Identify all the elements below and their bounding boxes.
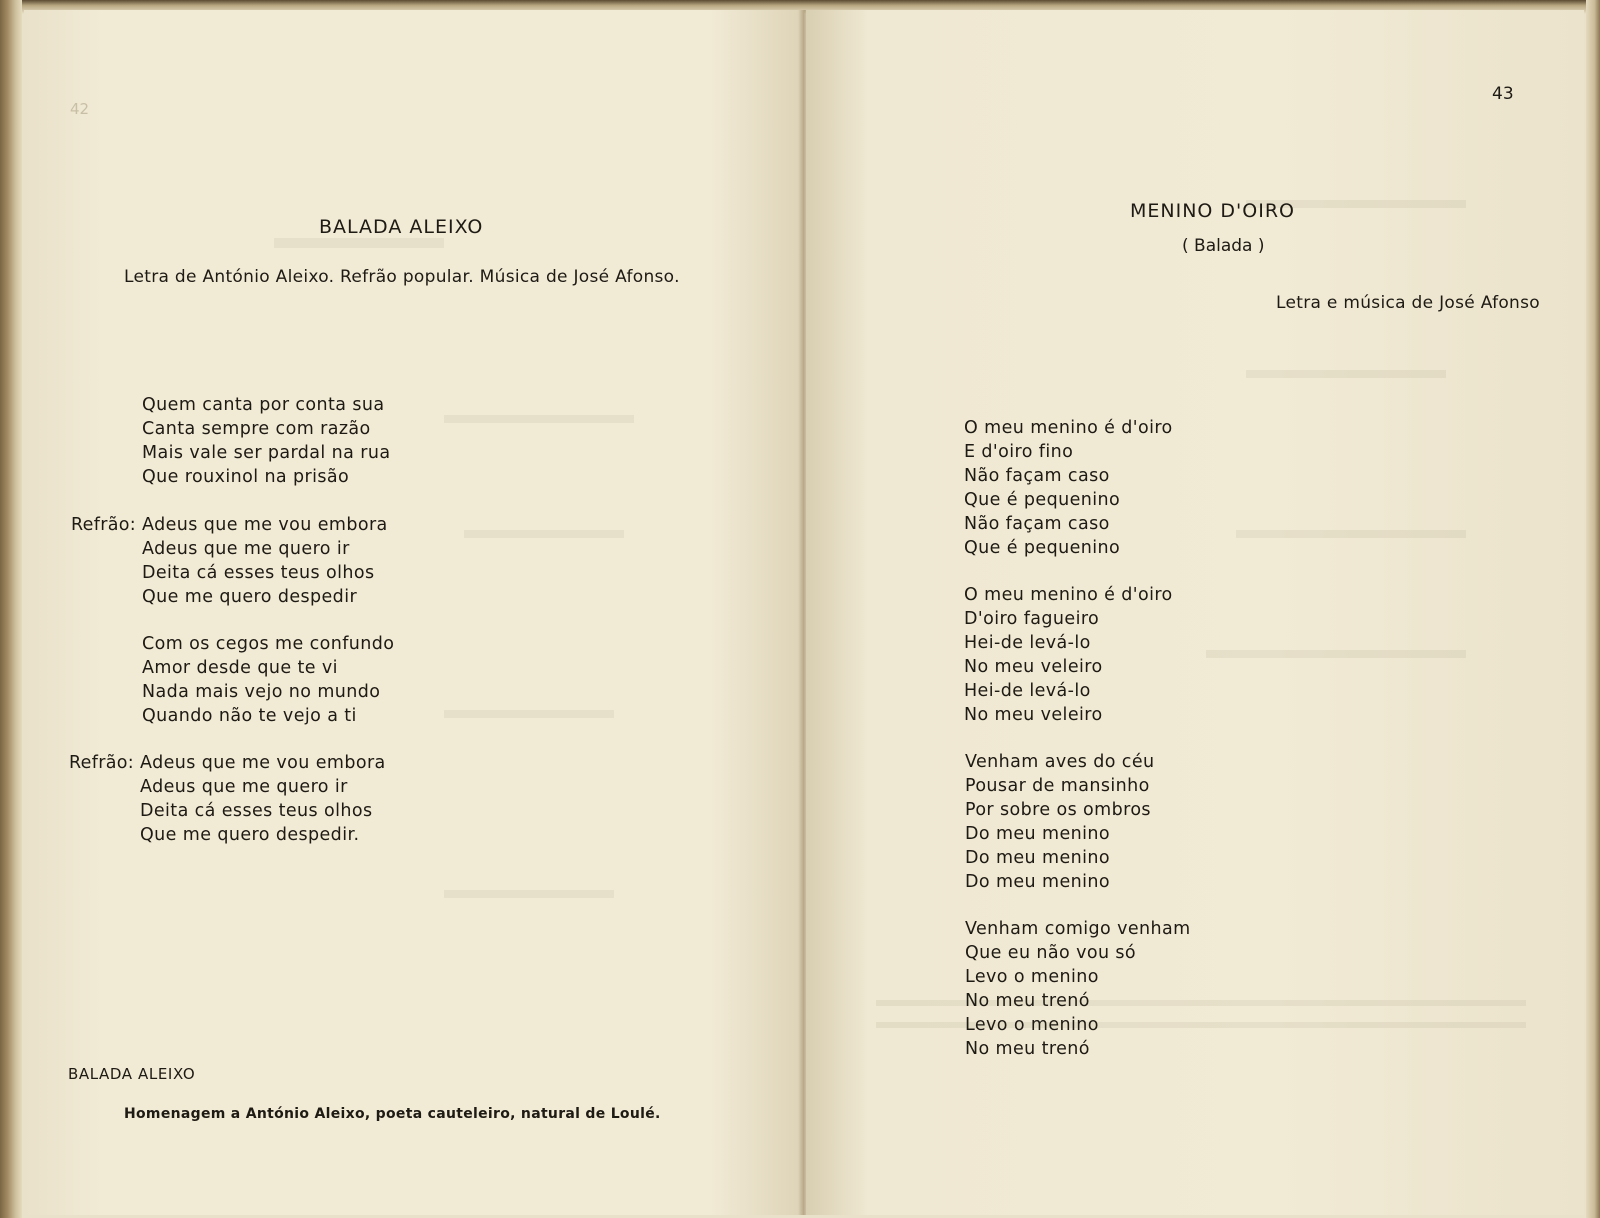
verse-line: Quando não te vejo a ti bbox=[142, 706, 357, 726]
verse-line: Levo o menino bbox=[965, 1015, 1099, 1035]
verse-line: Hei-de levá-lo bbox=[964, 681, 1091, 701]
footnote-text: Homenagem a António Aleixo, poeta cauteleiro, natural de Loulé. bbox=[124, 1106, 661, 1122]
verse-line: Levo o menino bbox=[965, 967, 1099, 987]
refrao-label: Refrão: bbox=[71, 515, 136, 535]
verse-line: No meu veleiro bbox=[964, 705, 1103, 725]
verse-line: Venham comigo venham bbox=[965, 919, 1191, 939]
verse-line: Deita cá esses teus olhos bbox=[140, 801, 373, 821]
verse-line: Com os cegos me confundo bbox=[142, 634, 395, 654]
verse-line: No meu veleiro bbox=[964, 657, 1103, 677]
verse-line: Quem canta por conta sua bbox=[142, 395, 385, 415]
verse-line: Venham aves do céu bbox=[965, 752, 1155, 772]
verse-line: Não façam caso bbox=[964, 466, 1110, 486]
verse-line: Não façam caso bbox=[964, 514, 1110, 534]
verse-line: Do meu menino bbox=[965, 872, 1110, 892]
book-edge-left bbox=[0, 0, 22, 1218]
verse-line: Mais vale ser pardal na rua bbox=[142, 443, 391, 463]
verse-line: O meu menino é d'oiro bbox=[964, 585, 1173, 605]
verse-line: Adeus que me quero ir bbox=[142, 539, 350, 559]
verse-line: No meu trenó bbox=[965, 1039, 1090, 1059]
verse-line: Do meu menino bbox=[965, 848, 1110, 868]
verse-line: Do meu menino bbox=[965, 824, 1110, 844]
song-subtitle: ( Balada ) bbox=[1182, 236, 1265, 256]
verse-line: Adeus que me vou embora bbox=[140, 753, 386, 773]
verse-line: Que é pequenino bbox=[964, 490, 1121, 510]
song-credit: Letra e música de José Afonso bbox=[1276, 293, 1540, 313]
verse-line: Adeus que me vou embora bbox=[142, 515, 388, 535]
verse-line: Que me quero despedir. bbox=[140, 825, 360, 845]
book-edge-right bbox=[1586, 0, 1600, 1218]
verse-line: D'oiro fagueiro bbox=[964, 609, 1100, 629]
verse-line: Que é pequenino bbox=[964, 538, 1121, 558]
verse-line: Deita cá esses teus olhos bbox=[142, 563, 375, 583]
page-number: 42 bbox=[70, 100, 90, 118]
page-number: 43 bbox=[1492, 84, 1514, 104]
right-page bbox=[806, 10, 1584, 1215]
verse-line: Canta sempre com razão bbox=[142, 419, 371, 439]
verse-line: Adeus que me quero ir bbox=[140, 777, 348, 797]
verse-line: Que rouxinol na prisão bbox=[142, 467, 350, 487]
verse-line: Pousar de mansinho bbox=[965, 776, 1150, 796]
verse-line: Amor desde que te vi bbox=[142, 658, 338, 678]
verse-line: E d'oiro fino bbox=[964, 442, 1074, 462]
verse-line: No meu trenó bbox=[965, 991, 1090, 1011]
verse-line: Nada mais vejo no mundo bbox=[142, 682, 381, 702]
song-title: MENINO D'OIRO bbox=[1130, 200, 1295, 222]
refrao-label: Refrão: bbox=[69, 753, 134, 773]
song-title: BALADA ALEIXO bbox=[319, 216, 484, 238]
verse-line: Que eu não vou só bbox=[965, 943, 1137, 963]
footnote-title: BALADA ALEIXO bbox=[68, 1065, 196, 1083]
verse-line: Hei-de levá-lo bbox=[964, 633, 1091, 653]
left-page bbox=[24, 10, 804, 1215]
verse-line: Que me quero despedir bbox=[142, 587, 358, 607]
verse-line: O meu menino é d'oiro bbox=[964, 418, 1173, 438]
song-credit: Letra de António Aleixo. Refrão popular. Música de José Afonso. bbox=[124, 267, 680, 287]
verse-line: Por sobre os ombros bbox=[965, 800, 1151, 820]
